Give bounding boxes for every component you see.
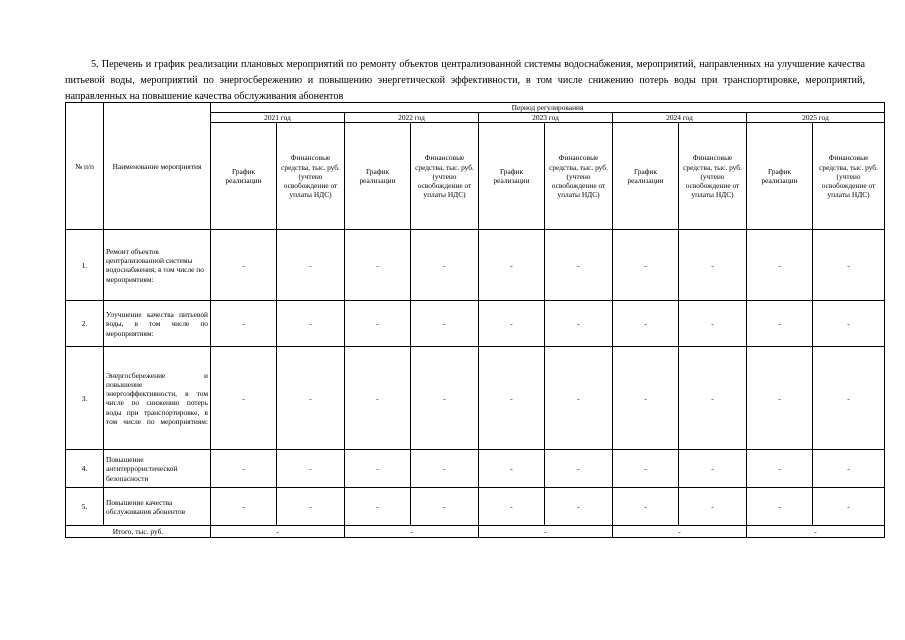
cell: - xyxy=(211,488,277,526)
cell: - xyxy=(813,450,885,488)
cell: - xyxy=(345,488,411,526)
cell: - xyxy=(613,488,679,526)
total-cell: - xyxy=(613,526,747,538)
row-number: 1. xyxy=(66,230,104,301)
cell: - xyxy=(411,301,479,347)
cell: - xyxy=(679,347,747,450)
cell: - xyxy=(277,301,345,347)
cell: - xyxy=(211,347,277,450)
cell: - xyxy=(211,230,277,301)
total-label: Итого, тыс. руб. xyxy=(66,526,211,538)
cell: - xyxy=(679,230,747,301)
cell: - xyxy=(545,488,613,526)
table-row xyxy=(66,347,885,450)
header-schedule: График реализации xyxy=(479,123,545,230)
cell: - xyxy=(277,230,345,301)
cell: - xyxy=(479,488,545,526)
header-year: 2021 год xyxy=(211,113,345,123)
section-heading: 5. Перечень и график реализации плановых мероприятий по ремонту объектов централизованной системы водоснабжения, мероприятий, направленных на улучшение качества питьевой воды, мероприятий по энергосбережению и повышению энергетической эффективности, в том числе снижению потерь воды при транспортировке, мероприятий, направленных на повышение качества обслуживания абонентов xyxy=(65,59,865,103)
total-cell: - xyxy=(479,526,613,538)
cell: - xyxy=(747,347,813,450)
total-cell: - xyxy=(747,526,885,538)
header-number: № п/п xyxy=(66,103,104,230)
table-row xyxy=(66,450,885,488)
table-row xyxy=(66,230,885,301)
row-name: Улучшение качества питьевой воды, в том числе по мероприятиям: xyxy=(104,301,211,347)
cell: - xyxy=(211,301,277,347)
cell: - xyxy=(813,301,885,347)
cell: - xyxy=(479,450,545,488)
total-cell: - xyxy=(345,526,479,538)
row-number: 3. xyxy=(66,347,104,450)
row-number: 4. xyxy=(66,450,104,488)
cell: - xyxy=(345,301,411,347)
cell: - xyxy=(813,488,885,526)
header-name: Наименование мероприятия xyxy=(104,103,211,230)
cell: - xyxy=(411,347,479,450)
header-year: 2025 год xyxy=(747,113,885,123)
cell: - xyxy=(747,488,813,526)
cell: - xyxy=(277,488,345,526)
cell: - xyxy=(747,450,813,488)
cell: - xyxy=(411,488,479,526)
row-name: Ремонт объектов централизованной системы водоснабжения, в том числе по мероприятиям: xyxy=(104,230,211,301)
cell: - xyxy=(545,230,613,301)
cell: - xyxy=(545,301,613,347)
plan-table xyxy=(65,102,885,538)
cell: - xyxy=(345,230,411,301)
header-finance: Финансовые средства, тыс. руб. (учтено освобождение от уплаты НДС) xyxy=(545,123,613,230)
header-schedule: График реализации xyxy=(613,123,679,230)
cell: - xyxy=(613,230,679,301)
cell: - xyxy=(345,347,411,450)
cell: - xyxy=(411,450,479,488)
table-row xyxy=(66,301,885,347)
cell: - xyxy=(211,450,277,488)
cell: - xyxy=(277,347,345,450)
header-finance: Финансовые средства, тыс. руб. (учтено освобождение от уплаты НДС) xyxy=(679,123,747,230)
cell: - xyxy=(679,450,747,488)
cell: - xyxy=(345,450,411,488)
header-schedule: График реализации xyxy=(211,123,277,230)
row-name: Повышение качества обслуживания абонентов xyxy=(104,488,211,526)
row-name: Энергосбережение и повышение энергоэффективности, в том числе по снижению потерь воды при транспортировке, в том числе по мероприятиям: xyxy=(104,347,211,450)
cell: - xyxy=(479,347,545,450)
row-name: Повышение антитеррористической безопасности xyxy=(104,450,211,488)
header-period: Период регулирования xyxy=(211,103,885,113)
total-row xyxy=(66,526,885,538)
cell: - xyxy=(813,347,885,450)
header-finance: Финансовые средства, тыс. руб. (учтено освобождение от уплаты НДС) xyxy=(813,123,885,230)
header-year: 2024 год xyxy=(613,113,747,123)
header-year: 2022 год xyxy=(345,113,479,123)
cell: - xyxy=(747,230,813,301)
cell: - xyxy=(613,347,679,450)
header-finance: Финансовые средства, тыс. руб. (учтено освобождение от уплаты НДС) xyxy=(277,123,345,230)
cell: - xyxy=(479,301,545,347)
table-row xyxy=(66,488,885,526)
row-number: 5. xyxy=(66,488,104,526)
cell: - xyxy=(545,450,613,488)
cell: - xyxy=(411,230,479,301)
header-year: 2023 год xyxy=(479,113,613,123)
cell: - xyxy=(277,450,345,488)
cell: - xyxy=(479,230,545,301)
total-cell: - xyxy=(211,526,345,538)
header-schedule: График реализации xyxy=(345,123,411,230)
cell: - xyxy=(679,488,747,526)
header-finance: Финансовые средства, тыс. руб. (учтено освобождение от уплаты НДС) xyxy=(411,123,479,230)
row-number: 2. xyxy=(66,301,104,347)
cell: - xyxy=(679,301,747,347)
cell: - xyxy=(747,301,813,347)
cell: - xyxy=(545,347,613,450)
cell: - xyxy=(613,450,679,488)
cell: - xyxy=(613,301,679,347)
cell: - xyxy=(813,230,885,301)
header-schedule: График реализации xyxy=(747,123,813,230)
